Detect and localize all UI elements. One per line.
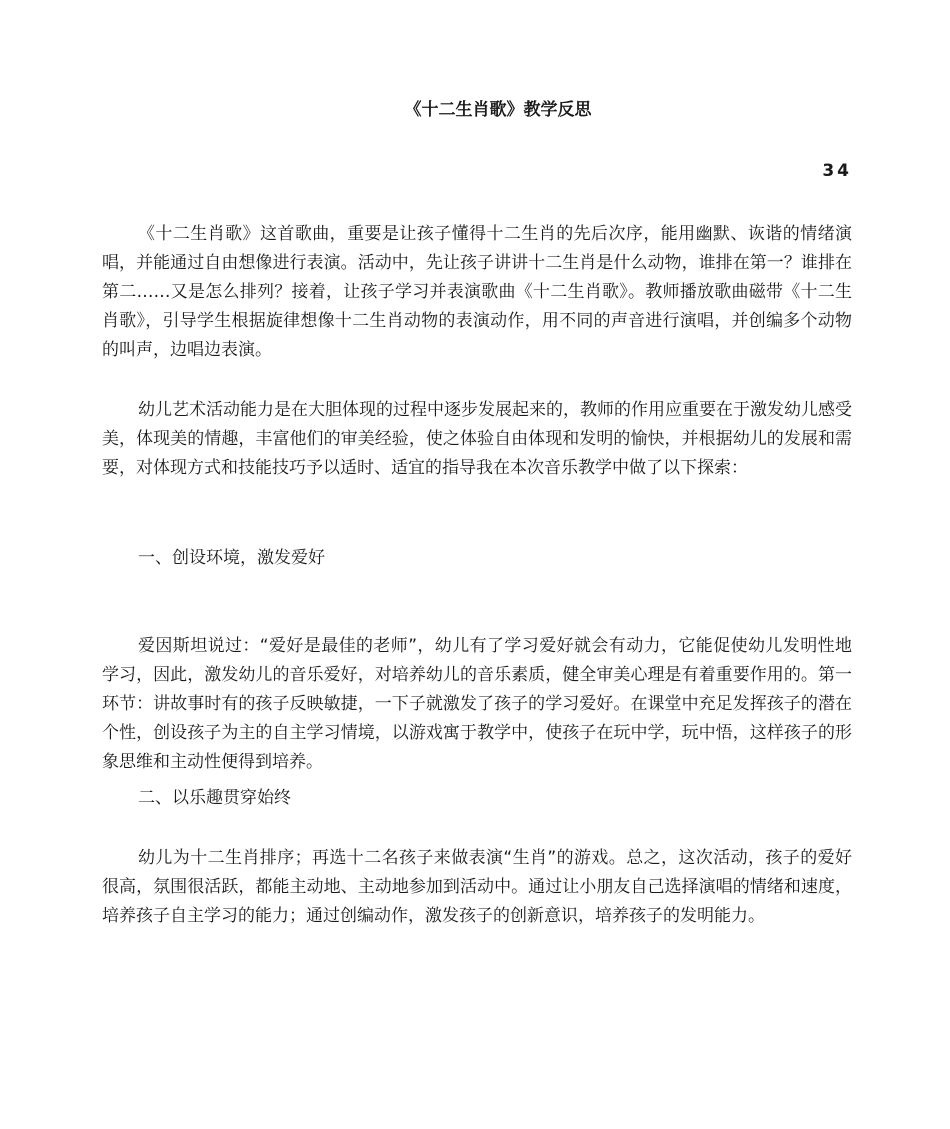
document-number: 34: [822, 161, 852, 181]
paragraph-intro: 《十二生肖歌》这首歌曲，重要是让孩子懂得十二生肖的先后次序，能用幽默、诙谐的情绪演唱，并能通过自由想像进行表演。活动中，先让孩子讲讲十二生肖是什么动物，谁排在第一？谁排在第二……又是怎么排列？接着，让孩子学习并表演歌曲《十二生肖歌》。教师播放歌曲磁带《十二生肖歌》，引导学生根据旋律想像十二生肖动物的表演动作，用不同的声音进行演唱，并创编多个动物的叫声，边唱边表演。: [102, 224, 852, 360]
paragraph-section-2: 幼儿为十二生肖排序；再选十二名孩子来做表演“生肖”的游戏。总之，这次活动，孩子的爱好很高，氛围很活跃，都能主动地、主动地参加到活动中。通过让小朋友自己选择演唱的情绪和速度，培养孩子自主学习的能力；通过创编动作，激发孩子的创新意识，培养孩子的发明能力。: [102, 848, 852, 926]
paragraph-art-ability: 幼儿艺术活动能力是在大胆体现的过程中逐步发展起来的，教师的作用应重要在于激发幼儿感受美，体现美的情趣，丰富他们的审美经验，使之体验自由体现和发明的愉快，并根据幼儿的发展和需要，对体现方式和技能技巧予以适时、适宜的指导我在本次音乐教学中做了以下探索：: [102, 400, 852, 478]
section-heading-2: 二、以乐趣贯穿始终: [138, 788, 291, 808]
section-heading-1: 一、创设环境，激发爱好: [138, 548, 325, 568]
document-title: 《十二生肖歌》教学反思: [404, 100, 592, 120]
paragraph-section-1: 爱因斯坦说过：“爱好是最佳的老师”，幼儿有了学习爱好就会有动力，它能促使幼儿发明性地学习，因此，激发幼儿的音乐爱好，对培养幼儿的音乐素质，健全审美心理是有着重要作用的。第一环节：讲故事时有的孩子反映敏捷，一下子就激发了孩子的学习爱好。在课堂中充足发挥孩子的潜在个性，创设孩子为主的自主学习情境，以游戏寓于教学中，使孩子在玩中学，玩中悟，这样孩子的形象思维和主动性便得到培养。: [102, 636, 852, 772]
